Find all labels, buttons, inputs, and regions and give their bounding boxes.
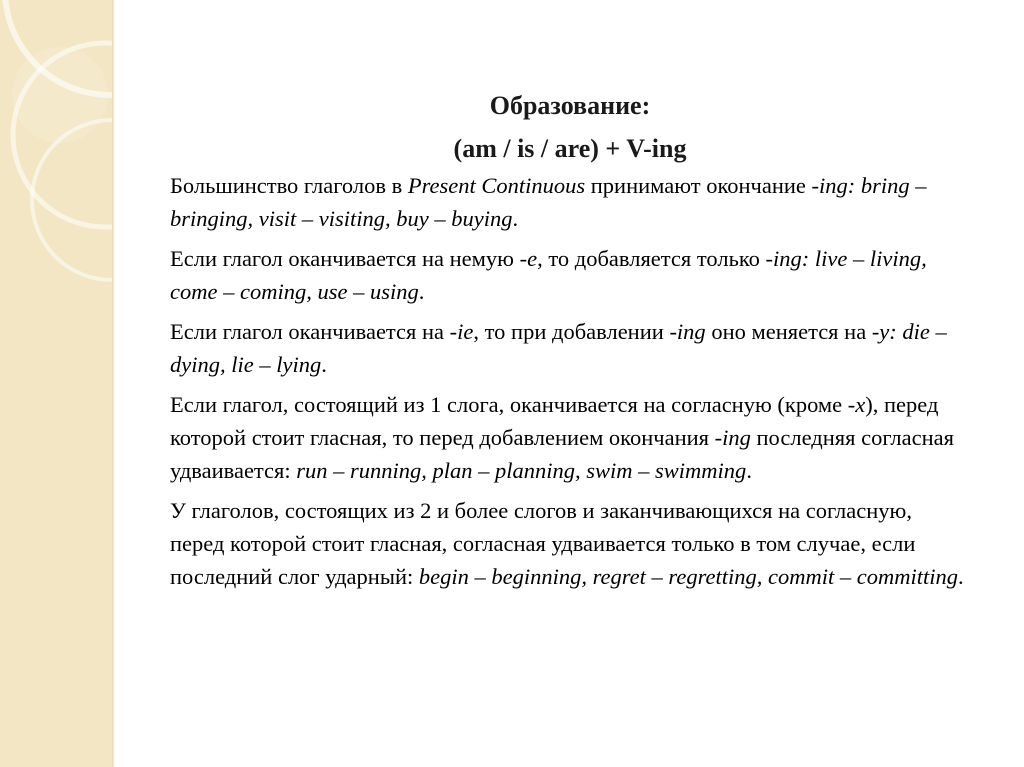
decorative-side-panel — [0, 0, 112, 767]
example-text: Present Continuous — [407, 173, 586, 198]
slide-title: Образование: — [489, 91, 651, 120]
side-panel-edge — [112, 0, 115, 767]
example-text: -e — [519, 246, 538, 271]
rule-text: . — [957, 564, 964, 589]
example-text: -ing: bring – bringing, visit – visiting, buy – buying — [170, 173, 927, 231]
example-text: begin – beginning, regret – regretting, commit – committing — [418, 564, 958, 589]
rule-text: . — [746, 458, 752, 483]
rule-text: принимают окончание — [585, 173, 812, 198]
rule-text: ), перед которой стоит гласная, то перед добавлением окончания — [170, 392, 939, 450]
decorative-circles — [0, 0, 112, 767]
rule-text: Большинство глаголов в — [170, 173, 408, 198]
slide-content — [170, 90, 970, 600]
formula: (am / is / are) + V-ing — [453, 134, 687, 163]
example-text: -y: die – dying, lie – lying — [170, 319, 947, 377]
example-text: -ing — [669, 319, 706, 344]
rule-text: , то добавляется только — [537, 246, 766, 271]
rule-paragraph — [170, 388, 970, 487]
rule-text: . — [512, 206, 519, 231]
rule-paragraph — [170, 494, 970, 593]
rule-text: , то при добавлении — [473, 319, 670, 344]
example-text: -ing: live – living, come – coming, use – using — [170, 246, 927, 304]
rule-text: . — [418, 279, 425, 304]
rules-list — [170, 169, 970, 593]
example-text: -ie — [449, 319, 474, 344]
rule-paragraph — [170, 242, 970, 308]
rule-text: оно меняется на — [705, 319, 872, 344]
rule-text: . — [321, 352, 327, 377]
rule-text: Если глагол оканчивается на немую — [170, 246, 520, 271]
rule-paragraph — [170, 169, 970, 235]
example-text: -x — [847, 392, 866, 417]
example-text: run – running, plan – planning, swim – swimming — [296, 458, 747, 483]
rule-text: Если глагол оканчивается на — [170, 319, 450, 344]
example-text: -ing — [714, 425, 751, 450]
rule-text: Если глагол, состоящий из 1 слога, оканчивается на согласную (кроме — [170, 392, 848, 417]
rule-text: У глаголов, состоящих из 2 и более слогов и заканчивающихся на согласную, перед которой стоит гласная, согласная удваивается только в том случае, если последний слог ударный: — [170, 498, 916, 589]
rule-paragraph — [170, 315, 970, 381]
rule-text: последняя согласная удваивается: — [170, 425, 954, 483]
